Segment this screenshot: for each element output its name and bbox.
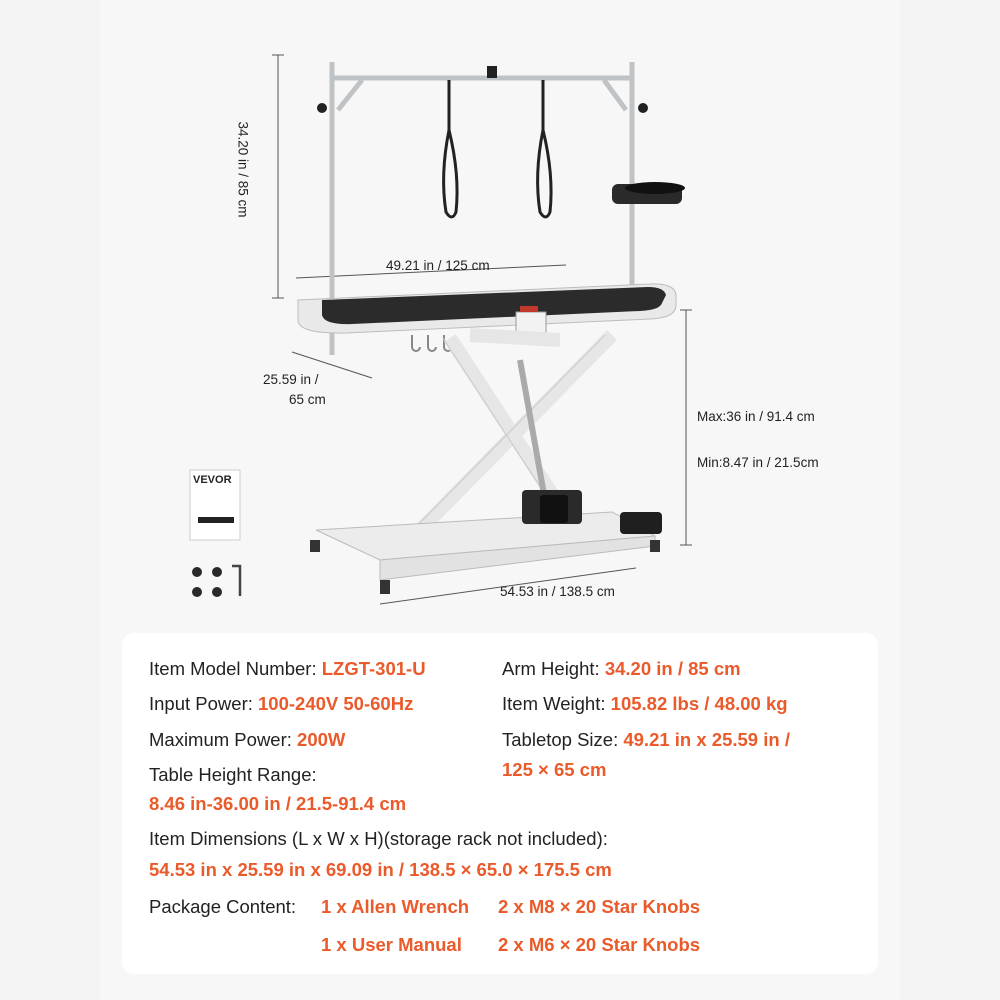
scissor-lift — [420, 335, 612, 540]
weight-value: 105.82 lbs / 48.00 kg — [610, 693, 788, 714]
arm-height-label: 34.20 in / 85 cm — [235, 121, 251, 218]
tabletop-row — [502, 729, 790, 751]
arm-height-row — [502, 658, 741, 680]
input-power-row — [149, 693, 413, 715]
input-power-value: 100-240V 50-60Hz — [258, 693, 414, 714]
model-value: LZGT-301-U — [321, 658, 426, 679]
min-height-label: Min:8.47 in / 21.5cm — [697, 455, 819, 470]
model-row — [149, 658, 426, 680]
cup-holder — [612, 182, 685, 204]
allen-wrench-illustration — [232, 566, 240, 596]
star-knobs — [192, 567, 222, 597]
arm-knobs — [317, 66, 648, 320]
dimensions-value: 54.53 in x 25.59 in x 69.09 in / 138.5 × 65.0 × 175.5 cm — [149, 859, 612, 880]
tabletop-length-label: 49.21 in / 125 cm — [386, 258, 490, 273]
height-range-label: Table Height Range: — [149, 764, 317, 785]
total-length-label: 54.53 in / 138.5 cm — [500, 584, 615, 599]
package-item: 2 x M8 × 20 Star Knobs — [498, 896, 701, 917]
arm-height-spec-value: 34.20 in / 85 cm — [604, 658, 741, 679]
max-height-label: Max:36 in / 91.4 cm — [697, 409, 815, 424]
package-item: 1 x Allen Wrench — [321, 896, 470, 917]
dimensions-label: Item Dimensions (L x W x H)(storage rack not included): — [149, 828, 608, 849]
base-frame — [316, 512, 655, 580]
max-power-row — [149, 729, 345, 751]
weight-label: Item Weight: — [502, 693, 606, 714]
arm-height-spec-label: Arm Height: — [502, 658, 600, 679]
tabletop-label: Tabletop Size: — [502, 729, 619, 750]
tabletop-width-label-1: 25.59 in / — [263, 372, 319, 387]
grooming-loops — [444, 80, 551, 217]
tabletop-width-label-2: 65 cm — [289, 392, 326, 407]
tabletop-value-2: 125 × 65 cm — [502, 759, 607, 780]
package-item: 2 x M6 × 20 Star Knobs — [498, 934, 701, 955]
foot-pedal — [620, 512, 662, 534]
model-label: Item Model Number: — [149, 658, 317, 679]
input-power-label: Input Power: — [149, 693, 253, 714]
max-power-value: 200W — [297, 729, 346, 750]
weight-row — [502, 693, 788, 715]
motor — [522, 490, 582, 524]
height-range-value: 8.46 in-36.00 in / 21.5-91.4 cm — [149, 793, 407, 814]
manual-brand: VEVOR — [193, 474, 232, 486]
max-power-label: Maximum Power: — [149, 729, 292, 750]
package-label: Package Content: — [149, 896, 297, 917]
package-item: 1 x User Manual — [321, 934, 462, 955]
tabletop-value-1: 49.21 in x 25.59 in / — [623, 729, 790, 750]
